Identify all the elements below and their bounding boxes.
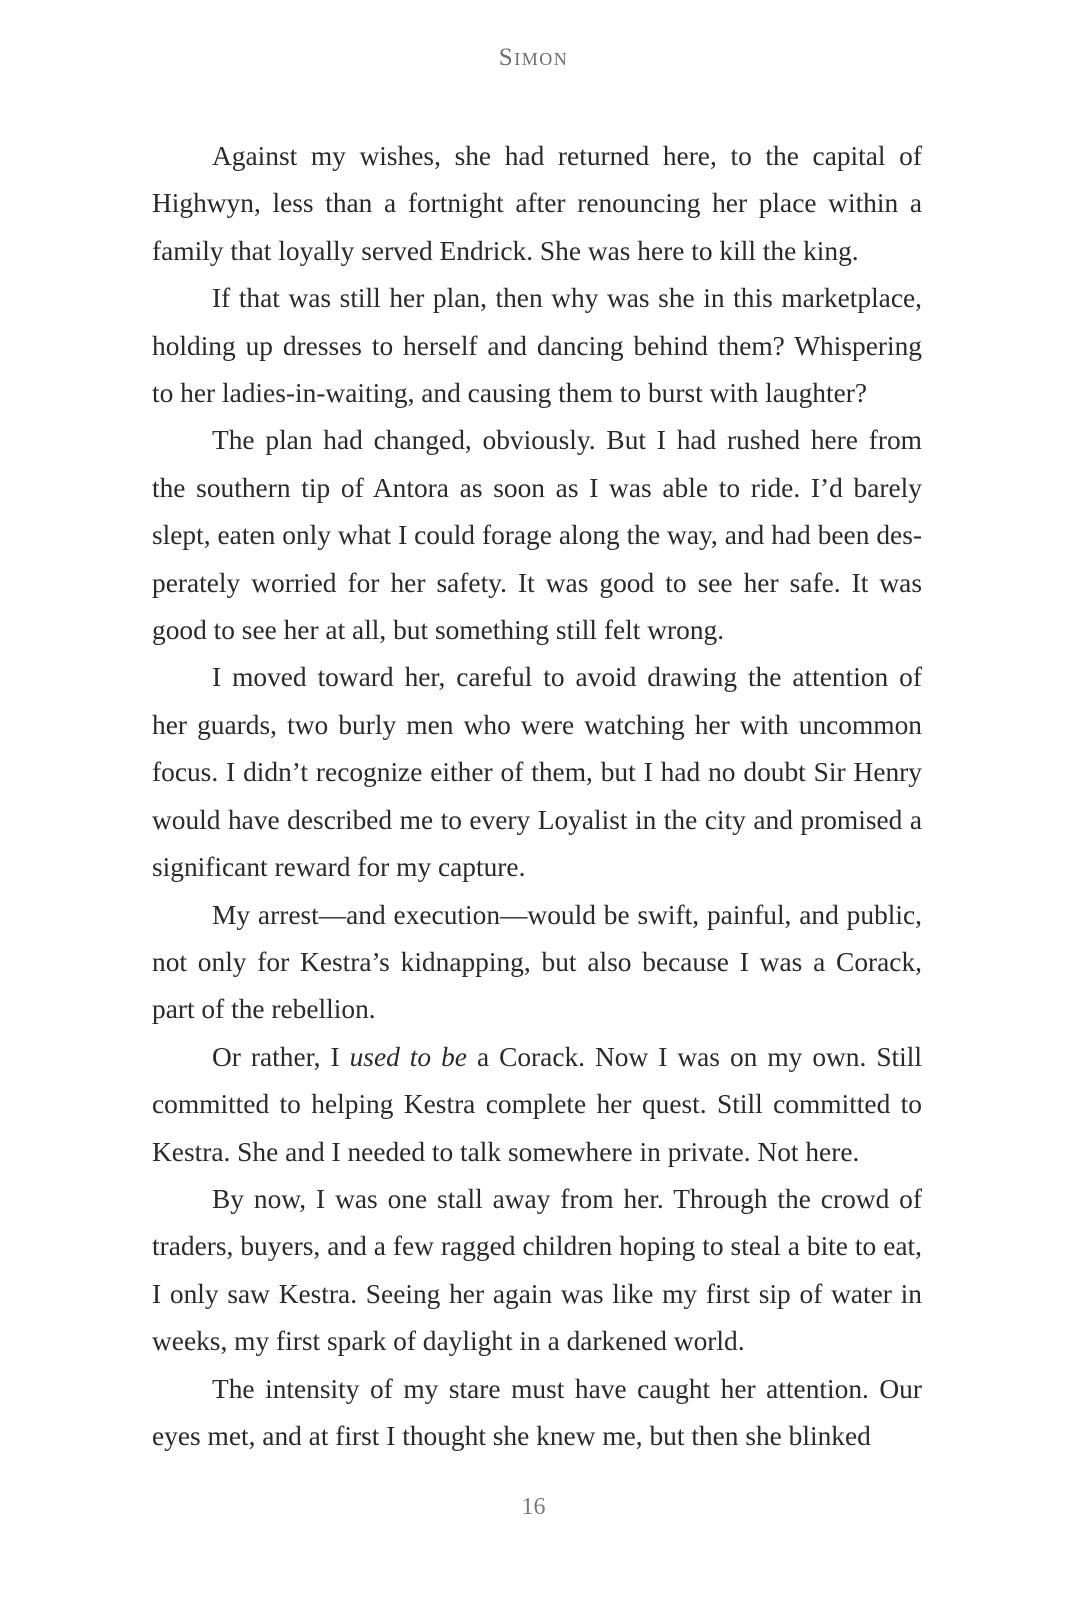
emphasis-text: used to be [349, 1041, 467, 1072]
body-text [152, 133, 922, 1460]
paragraph-text: Or rather, I [212, 1041, 350, 1072]
running-head: Simon [498, 44, 569, 71]
paragraph-text: a Corack. Now I was on my own. Still committed to helping Kestra complete her quest. Still committed to Kestra. She and I needed to talk somewhere in private. Not here. [152, 1041, 922, 1167]
paragraph: By now, I was one stall away from her. Through the crowd of traders, buyers, and a few ragged children hoping to steal a bite to eat, I only saw Kestra. Seeing her again was like my first sip of water in weeks, my first spark of daylight in a darkened world. [152, 1183, 922, 1357]
paragraph [152, 1034, 922, 1176]
paragraph: My arrest—and execution—would be swift, painful, and public, not only for Kestra’s kidnapping, but also because I was a Corack, part of the rebellion. [152, 899, 922, 1025]
paragraph: The intensity of my stare must have caught her attention. Our eyes met, and at first I thought she knew me, but then she blinked [152, 1373, 922, 1451]
paragraph: Against my wishes, she had returned here, to the capital of Highwyn, less than a fortnight after renouncing her place within a family that loyally served Endrick. She was here to kill the king. [152, 141, 922, 266]
page-number: 16 [521, 1494, 546, 1520]
paragraph: The plan had changed, obviously. But I had rushed here from the southern tip of Antora as soon as I was able to ride. I’d barely slept, eaten only what I could forage along the way, and had been desperately worried for her safety. It was good to see her safe. It was good to see her at all, but something still felt wrong. [152, 425, 922, 646]
paragraph: If that was still her plan, then why was she in this marketplace, holding up dresses to herself and dancing behind them? Whispering to her ladies-in-waiting, and causing them to burst with laughter? [152, 283, 922, 409]
paragraph: I moved toward her, careful to avoid drawing the attention of her guards, two burly men who were watching her with uncommon focus. I didn’t recognize either of them, but I had no doubt Sir Henry would have described me to every Loyalist in the city and promised a significant reward for my capture. [152, 662, 922, 883]
